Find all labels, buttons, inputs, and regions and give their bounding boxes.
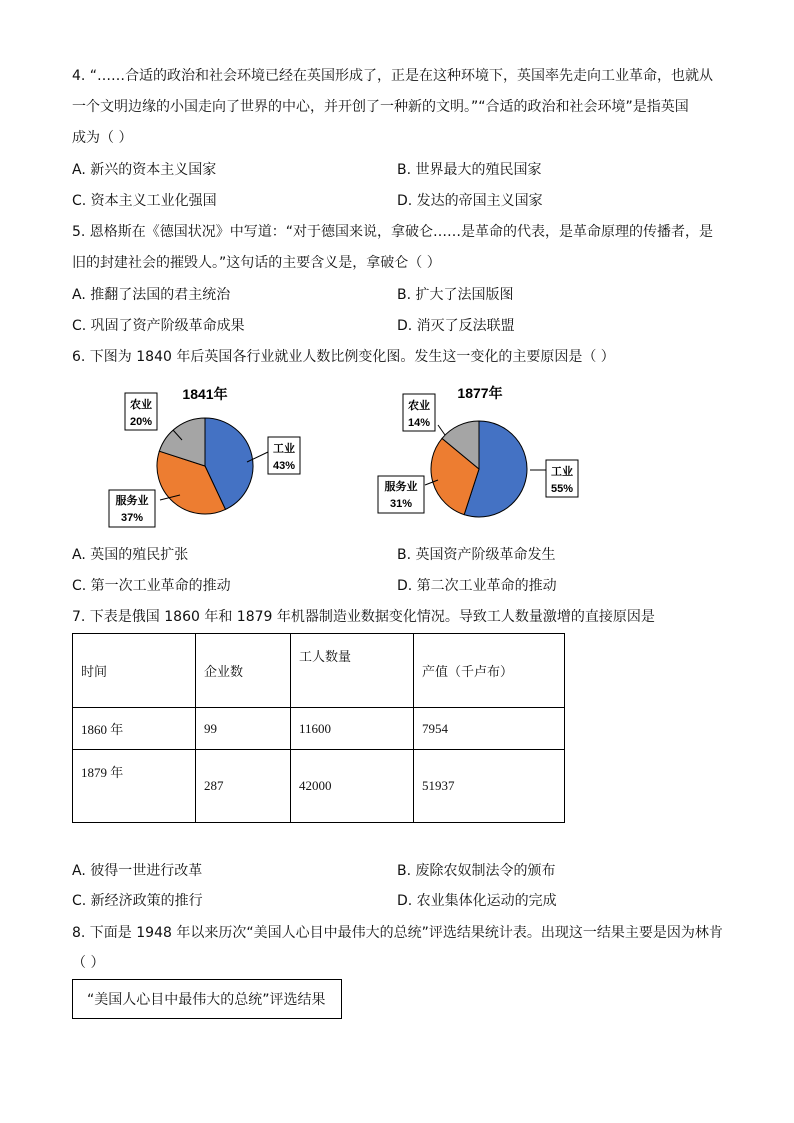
slice-pct: 55%: [550, 483, 574, 495]
q7-stem: 7. 下表是俄国 1860 年和 1879 年机器制造业数据变化情况。导致工人数量激增的直接原因是: [72, 609, 655, 625]
table-header-cell: 产值（千卢布）: [414, 634, 565, 708]
q6-stem: 6. 下图为 1840 年后英国各行业就业人数比例变化图。发生这一变化的主要原因是（ ）: [72, 349, 615, 365]
table-header-cell: 企业数: [196, 634, 291, 708]
slice-label: 农业: [408, 400, 430, 412]
slice-label: 工业: [551, 466, 573, 478]
q5-stem-line1: 5. 恩格斯在《德国状况》中写道：“对于德国来说，拿破仑……是革命的代表，是革命原理的传播者，是: [72, 224, 714, 240]
q7-option-a: A. 彼得一世进行改革: [72, 863, 203, 879]
slice-pct: 43%: [272, 460, 296, 472]
chart-title: 1841年: [182, 386, 228, 402]
table-header-cell: 工人数量: [291, 634, 414, 708]
table-row: [73, 750, 565, 823]
chart-title: 1877年: [457, 385, 503, 401]
table-cell: 42000: [291, 750, 414, 823]
q4-stem-line1: 4. “……合适的政治和社会环境已经在英国形成了，正是在这种环境下，英国率先走向工业革命，也就从: [72, 68, 714, 84]
table-cell: 7954: [414, 708, 565, 750]
callout-leader: [438, 425, 445, 435]
table-cell: 1879 年: [73, 750, 196, 823]
table-header-cell: 时间: [73, 634, 196, 708]
q5-option-a: A. 推翻了法国的君主统治: [72, 287, 231, 303]
table-cell: 99: [196, 708, 291, 750]
table-header-row: [73, 634, 565, 708]
slice-label: 服务业: [384, 481, 418, 493]
q8-stem-line1: 8. 下面是 1948 年以来历次“美国人心目中最伟大的总统”评选结果统计表。出现这一结果主要是因为林肯: [72, 925, 723, 941]
q5-option-d: D. 消灭了反法联盟: [397, 318, 515, 334]
table-cell: 287: [196, 750, 291, 823]
q7-option-b: B. 废除农奴制法令的颁布: [397, 863, 556, 879]
q8-result-box: “美国人心目中最伟大的总统”评选结果: [72, 979, 342, 1019]
slice-label: 工业: [273, 443, 295, 455]
q6-option-c: C. 第一次工业革命的推动: [72, 578, 231, 594]
q6-option-d: D. 第二次工业革命的推动: [397, 578, 557, 594]
q7-option-c: C. 新经济政策的推行: [72, 893, 203, 909]
q4-option-b: B. 世界最大的殖民国家: [397, 162, 542, 178]
table-cell: 51937: [414, 750, 565, 823]
slice-pct: 37%: [120, 512, 144, 524]
q6-option-b: B. 英国资产阶级革命发生: [397, 547, 556, 563]
slice-label: 农业: [130, 399, 152, 411]
pie-chart-1877: [370, 380, 600, 530]
q5-option-b: B. 扩大了法国版图: [397, 287, 514, 303]
table-cell: 11600: [291, 708, 414, 750]
q7-option-d: D. 农业集体化运动的完成: [397, 893, 557, 909]
slice-pct: 20%: [129, 416, 153, 428]
q8-stem-line2: （ ）: [72, 955, 105, 971]
pie-chart-1841: [100, 380, 330, 530]
q6-option-a: A. 英国的殖民扩张: [72, 547, 189, 563]
slice-pct: 31%: [389, 498, 413, 510]
q4-stem-line3: 成为（ ）: [72, 130, 133, 146]
table-row: [73, 708, 565, 750]
q4-option-d: D. 发达的帝国主义国家: [397, 193, 543, 209]
table-cell: 1860 年: [73, 708, 196, 750]
q4-stem-line2: 一个文明边缘的小国走向了世界的中心，并开创了一种新的文明。”“合适的政治和社会环境”是指英国: [72, 99, 689, 115]
q5-option-c: C. 巩固了资产阶级革命成果: [72, 318, 245, 334]
machine-industry-table: [72, 633, 565, 823]
slice-pct: 14%: [407, 417, 431, 429]
q4-option-a: A. 新兴的资本主义国家: [72, 162, 217, 178]
q4-option-c: C. 资本主义工业化强国: [72, 193, 217, 209]
q5-stem-line2: 旧的封建社会的摧毁人。”这句话的主要含义是，拿破仑（ ）: [72, 255, 441, 271]
slice-label: 服务业: [115, 495, 149, 507]
